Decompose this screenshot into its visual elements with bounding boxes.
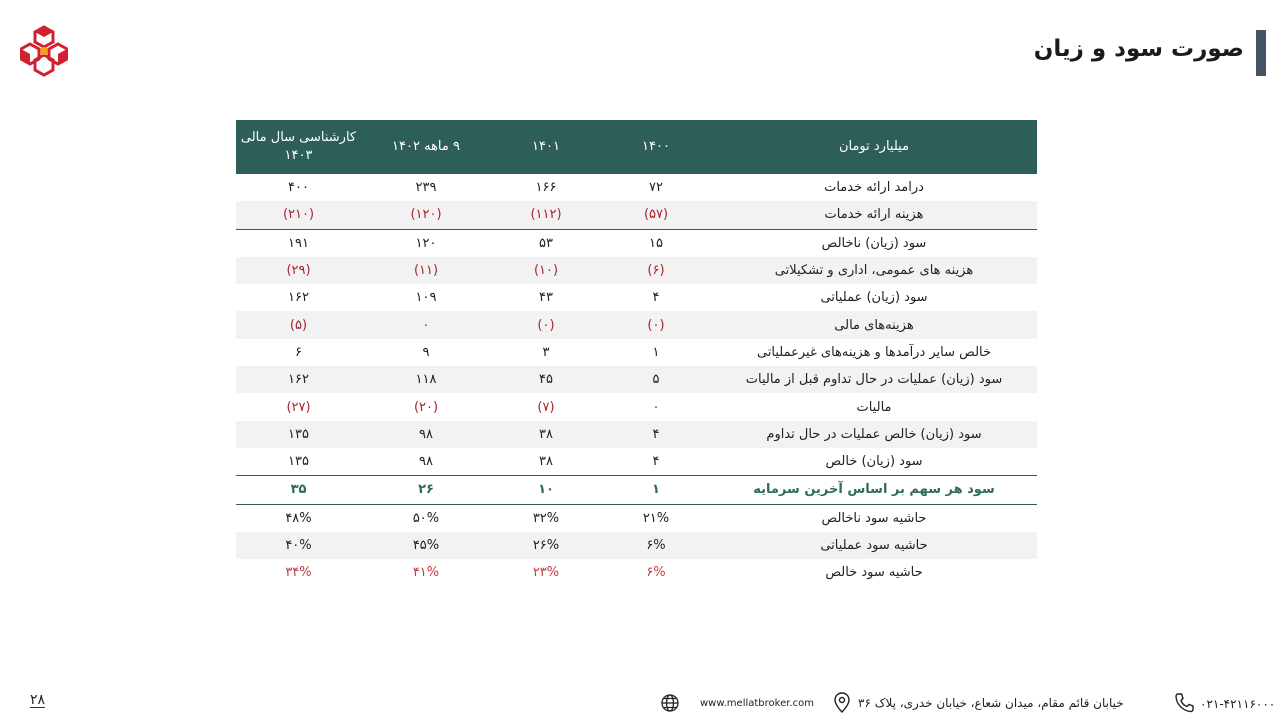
table-header-row [236,120,1037,174]
cell-value: ۶ [295,344,302,360]
cell-value: ۲۱% [642,510,670,526]
location-pin-icon [832,692,852,714]
cell-value: (۲۰) [413,399,439,415]
website-link[interactable]: www.mellatbroker.com [700,698,814,709]
cell-value: ۱۳۵ [236,421,361,448]
cell-value: ۴۰% [236,532,361,559]
cell-value: (۱۲۰) [361,201,491,229]
cell-value: ۴۳ [539,290,553,306]
cell-value: ۴۱% [412,565,440,581]
cell-value: ۱۱۸ [361,366,491,393]
row-label: هزینه‌های مالی [711,311,1037,338]
address-text: خیابان قائم مقام، میدان شعاع، خیابان خدری، پلاک ۳۶ [858,696,1124,710]
row-label: حاشیه سود خالص [825,565,923,581]
cell-value: ۲۶ [361,476,491,504]
row-label: سود (زیان) عملیات در حال تداوم قبل از مالیات [711,366,1037,393]
column-header: ۱۴۰۰ [601,120,711,174]
table-row [236,448,1037,476]
income-statement-table [236,120,1037,586]
page-title: صورت سود و زیان [1033,36,1244,62]
row-label: سود (زیان) خالص [825,454,923,470]
cell-value: (۷) [537,399,555,415]
row-label: حاشیه سود عملیاتی [711,532,1037,559]
cell-value: ۱۶۲ [288,290,309,306]
row-label: هزینه های عمومی، اداری و تشکیلاتی [711,257,1037,284]
table-row [236,421,1037,448]
cell-value: (۵۷) [601,201,711,229]
cell-value: ۲۳۹ [415,180,437,196]
cell-value: (۰) [491,311,601,338]
table-row [236,257,1037,284]
column-header: ۹ ماهه ۱۴۰۲ [361,120,491,174]
phone-icon [1174,692,1194,714]
cell-value: ۱ [652,344,660,360]
column-header: میلیارد تومان [711,120,1037,174]
cell-value: ۰ [652,399,660,415]
column-header: کارشناسی سال مالی ۱۴۰۳ [236,120,361,174]
cell-value: ۱۶۲ [236,366,361,393]
cell-value: ۵ [601,366,711,393]
cell-value: (۲۷) [286,399,311,415]
cell-value: ۶% [601,532,711,559]
row-label: درامد ارائه خدمات [824,180,924,196]
cell-value: ۲۳% [532,565,560,581]
cell-value: (۶) [601,257,711,284]
cell-value: ۴ [652,454,660,470]
footer [0,688,1280,720]
cell-value: ۵۰% [412,510,440,526]
column-header: ۱۴۰۱ [491,120,601,174]
income-statement-table-wrapper [236,120,1037,586]
row-label: هزینه ارائه خدمات [711,201,1037,229]
cell-value: ۱ [601,476,711,504]
cell-value: ۴۸% [285,510,312,526]
cell-value: (۰) [601,311,711,338]
table-row [236,393,1037,420]
cell-value: ۴۵ [491,366,601,393]
cell-value: ۰ [361,311,491,338]
cell-value: (۱۱۲) [491,201,601,229]
table-row [236,339,1037,366]
table-row [236,174,1037,201]
cell-value: ۱۲۰ [361,229,491,257]
cell-value: ۱۰ [491,476,601,504]
globe-icon [660,693,680,713]
cell-value: ۵۳ [491,229,601,257]
cell-value: ۴ [601,421,711,448]
table-row [236,229,1037,257]
cell-value: ۳۲% [532,510,560,526]
table-row [236,201,1037,229]
cell-value: ۹۸ [419,454,433,470]
page-number: ۲۸ [30,692,46,708]
cell-value: ۳ [542,344,550,360]
cell-value: ۳۸ [539,454,553,470]
phone-number[interactable]: ۰۲۱-۴۲۱۱۶۰۰۰ [1200,697,1276,711]
cell-value: ۹۸ [361,421,491,448]
row-label: سود (زیان) خالص عملیات در حال تداوم [711,421,1037,448]
row-label: حاشیه سود ناخالص [821,510,927,526]
row-label: مالیات [856,399,892,415]
cell-value: ۳۴% [285,565,312,581]
cell-value: ۴۰۰ [288,180,309,196]
table-row [236,366,1037,393]
cell-value: (۱۰) [491,257,601,284]
cell-value: ۷۲ [649,180,663,196]
table-row [236,504,1037,532]
cell-value: ۳۸ [491,421,601,448]
table-row [236,532,1037,559]
cell-value: (۵) [236,311,361,338]
cell-value: ۱۶۶ [535,180,557,196]
cell-value: ۲۶% [491,532,601,559]
cell-value: ۶% [646,565,666,581]
table-row [236,311,1037,338]
cell-value: ۱۰۹ [415,290,437,306]
cell-value: ۴ [652,290,660,306]
cell-value: (۱۱) [361,257,491,284]
row-label: سود هر سهم بر اساس آخرین سرمایه [711,476,1037,504]
row-label: سود (زیان) عملیاتی [820,290,928,306]
cell-value: ۱۳۵ [288,454,309,470]
table-row-eps [236,476,1037,504]
cell-value: ۳۵ [236,476,361,504]
row-label: سود (زیان) ناخالص [711,229,1037,257]
table-row [236,559,1037,586]
cell-value: (۲۹) [236,257,361,284]
cell-value: ۴۵% [361,532,491,559]
cell-value: ۹ [422,344,430,360]
table-row [236,284,1037,311]
cell-value: (۲۱۰) [236,201,361,229]
cell-value: ۱۹۱ [236,229,361,257]
row-label: خالص سایر درآمدها و هزینه‌های غیرعملیاتی [756,344,992,360]
title-accent-bar [1256,30,1266,76]
mellat-broker-logo [20,25,68,77]
cell-value: ۱۵ [601,229,711,257]
